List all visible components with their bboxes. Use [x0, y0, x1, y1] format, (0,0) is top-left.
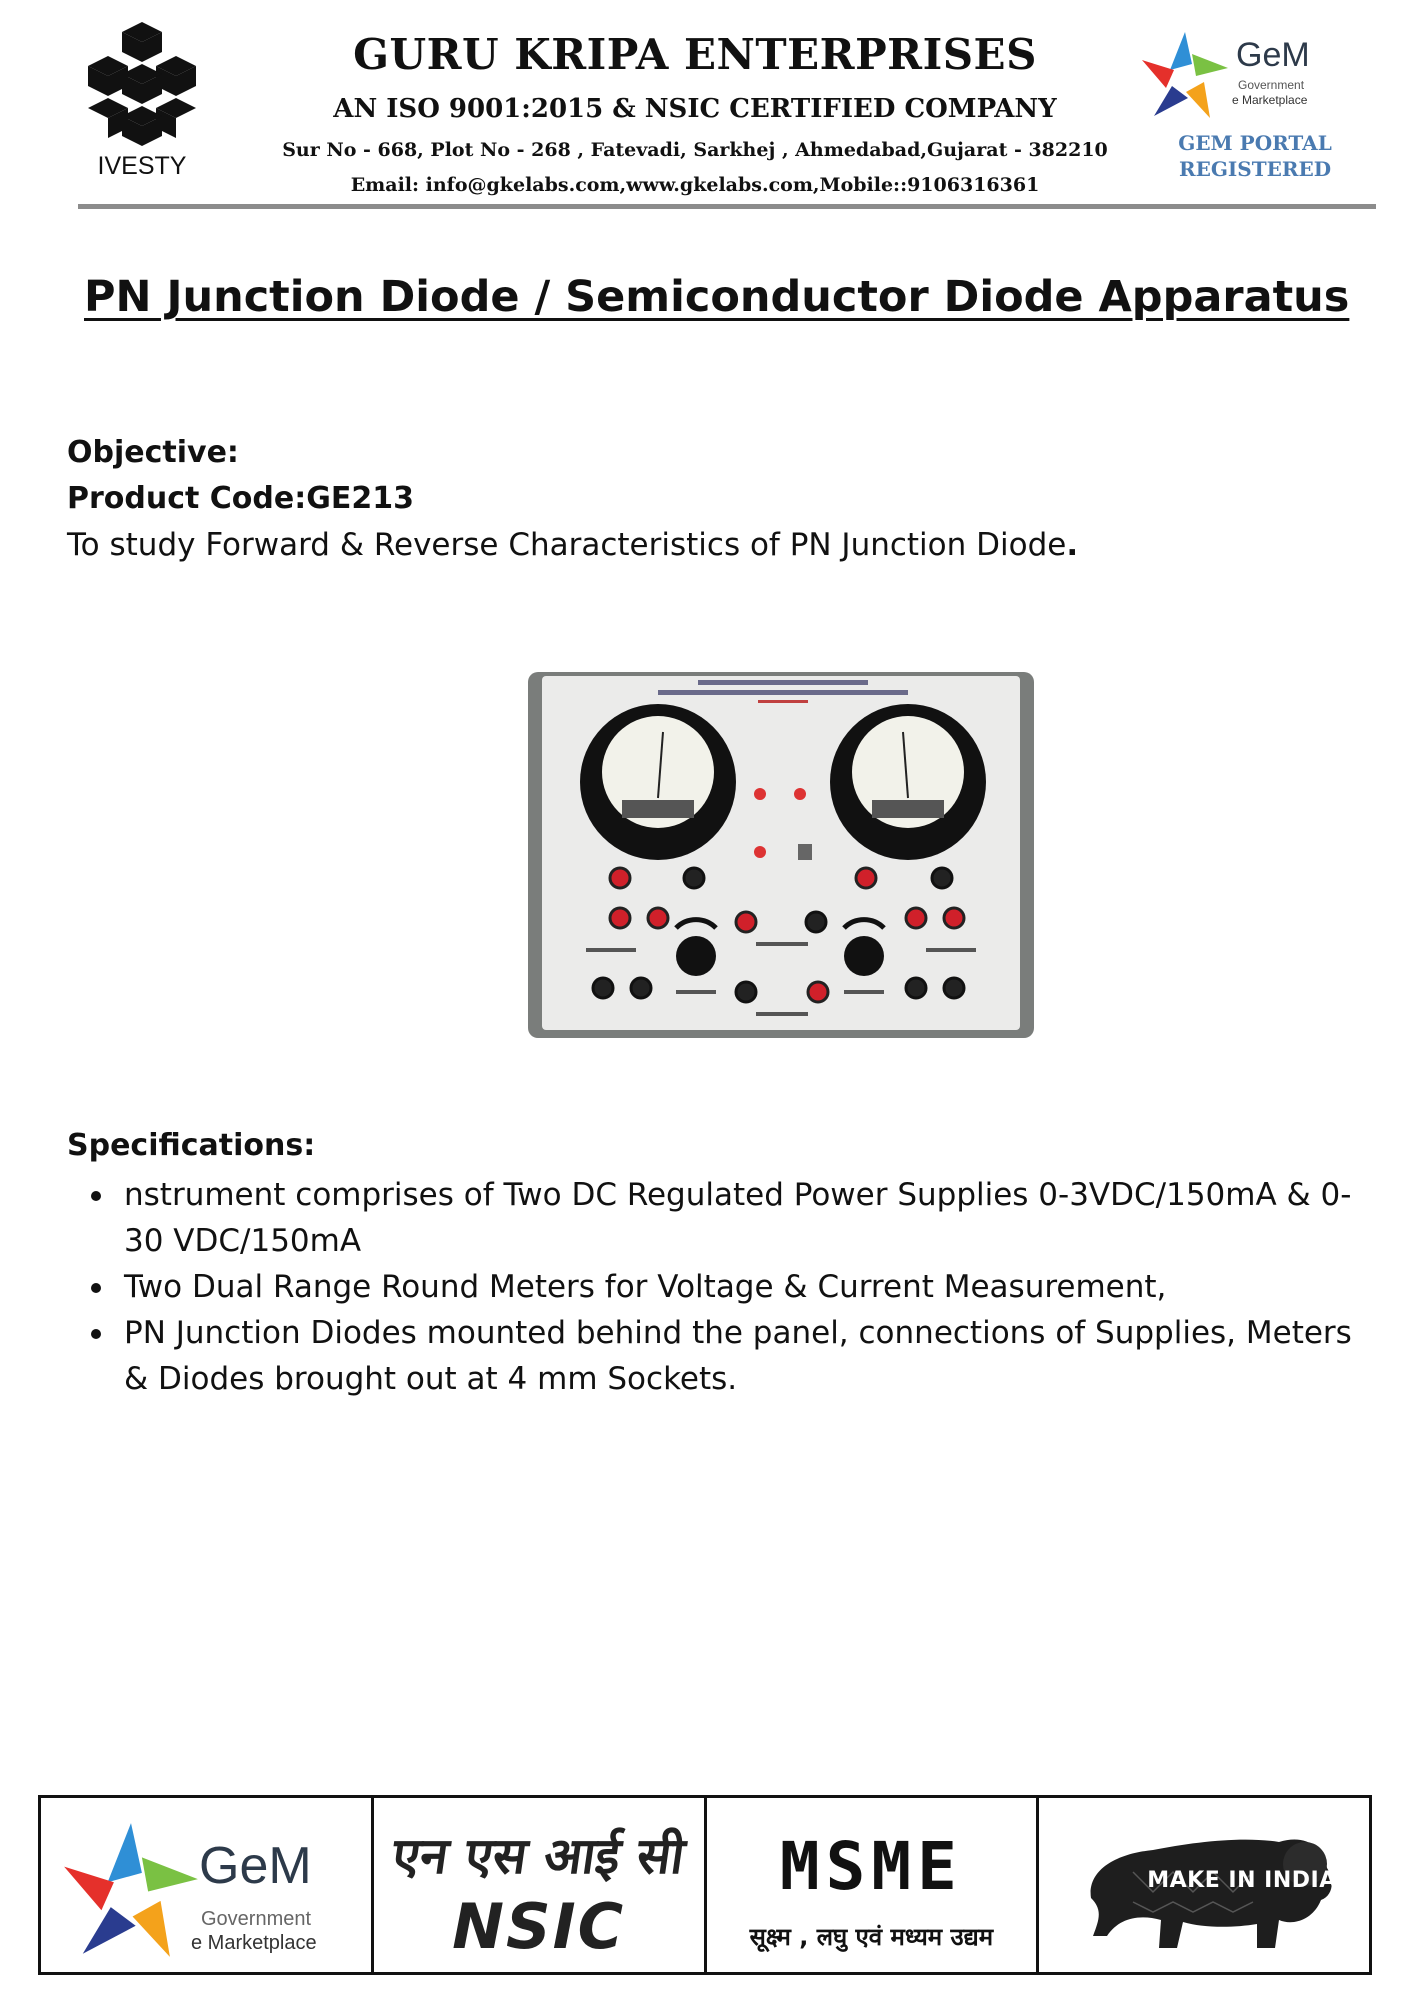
footer-nsic-logo: [374, 1798, 707, 1972]
document-title: PN Junction Diode / Semiconductor Diode Apparatus: [84, 272, 1350, 322]
msme-text: MSME: [779, 1828, 963, 1905]
gem-subline-2: e Marketplace: [1232, 93, 1308, 107]
objective-text: [67, 527, 1078, 563]
ivesty-logo: [78, 18, 206, 190]
gem-word: GeM: [1236, 36, 1310, 74]
objective-label: Objective:: [67, 435, 239, 470]
make-in-india-text: MAKE IN INDIA: [1147, 1868, 1337, 1893]
header-divider: [78, 204, 1376, 209]
product-code: Product Code:GE213: [67, 481, 414, 516]
specifications-list: [67, 1172, 1367, 1402]
gem-portal-line-1: GEM PORTAL: [1178, 131, 1332, 155]
gem-portal-line-2: REGISTERED: [1178, 157, 1332, 181]
apparatus-panel-illustration: [528, 672, 1034, 1038]
logo-text: IVESTY: [97, 152, 187, 180]
nsic-text: NSIC: [452, 1890, 626, 1963]
footer-msme-logo: [707, 1798, 1040, 1972]
footer-logo-strip: [38, 1795, 1372, 1975]
list-item: Two Dual Range Round Meters for Voltage & Current Measurement,: [67, 1264, 1367, 1310]
specifications-label: Specifications:: [67, 1128, 316, 1163]
footer-gem-logo: [41, 1798, 374, 1972]
list-item: nstrument comprises of Two DC Regulated Power Supplies 0-3VDC/150mA & 0-30 VDC/150mA: [67, 1172, 1367, 1264]
gem-portal-registered: [1150, 130, 1360, 182]
product-photo: [528, 672, 1034, 1038]
company-certification: AN ISO 9001:2015 & NSIC CERTIFIED COMPANY: [333, 94, 1057, 124]
gem-subline-2: e Marketplace: [191, 1932, 317, 1954]
company-contact: Email: info@gkelabs.com,www.gkelabs.com,Mobile::9106316361: [350, 174, 1040, 196]
gem-star-icon: [1140, 30, 1230, 120]
gem-star-icon: [61, 1820, 201, 1960]
gem-logo: [1140, 30, 1340, 120]
cube-cluster-icon: [78, 18, 206, 150]
gem-subline-1: Government: [201, 1908, 312, 1930]
gem-subline-1: Government: [1238, 78, 1305, 92]
msme-hindi-text: सूक्ष्म , लघु एवं मध्यम उद्यम: [749, 1923, 994, 1951]
company-address: Sur No - 668, Plot No - 268 , Fatevadi, Sarkhej , Ahmedabad,Gujarat - 382210: [282, 139, 1108, 161]
gem-word: GeM: [199, 1837, 312, 1895]
nsic-hindi-text: एन एस आई सी: [388, 1827, 689, 1885]
footer-make-in-india-logo: [1039, 1798, 1369, 1972]
company-name: GURU KRIPA ENTERPRISES: [353, 30, 1037, 79]
list-item: PN Junction Diodes mounted behind the panel, connections of Supplies, Meters & Diodes brought out at 4 mm Sockets.: [67, 1310, 1367, 1402]
objective-period: .: [1066, 527, 1079, 563]
objective-sentence: To study Forward & Reverse Characteristics of PN Junction Diode: [67, 527, 1067, 563]
